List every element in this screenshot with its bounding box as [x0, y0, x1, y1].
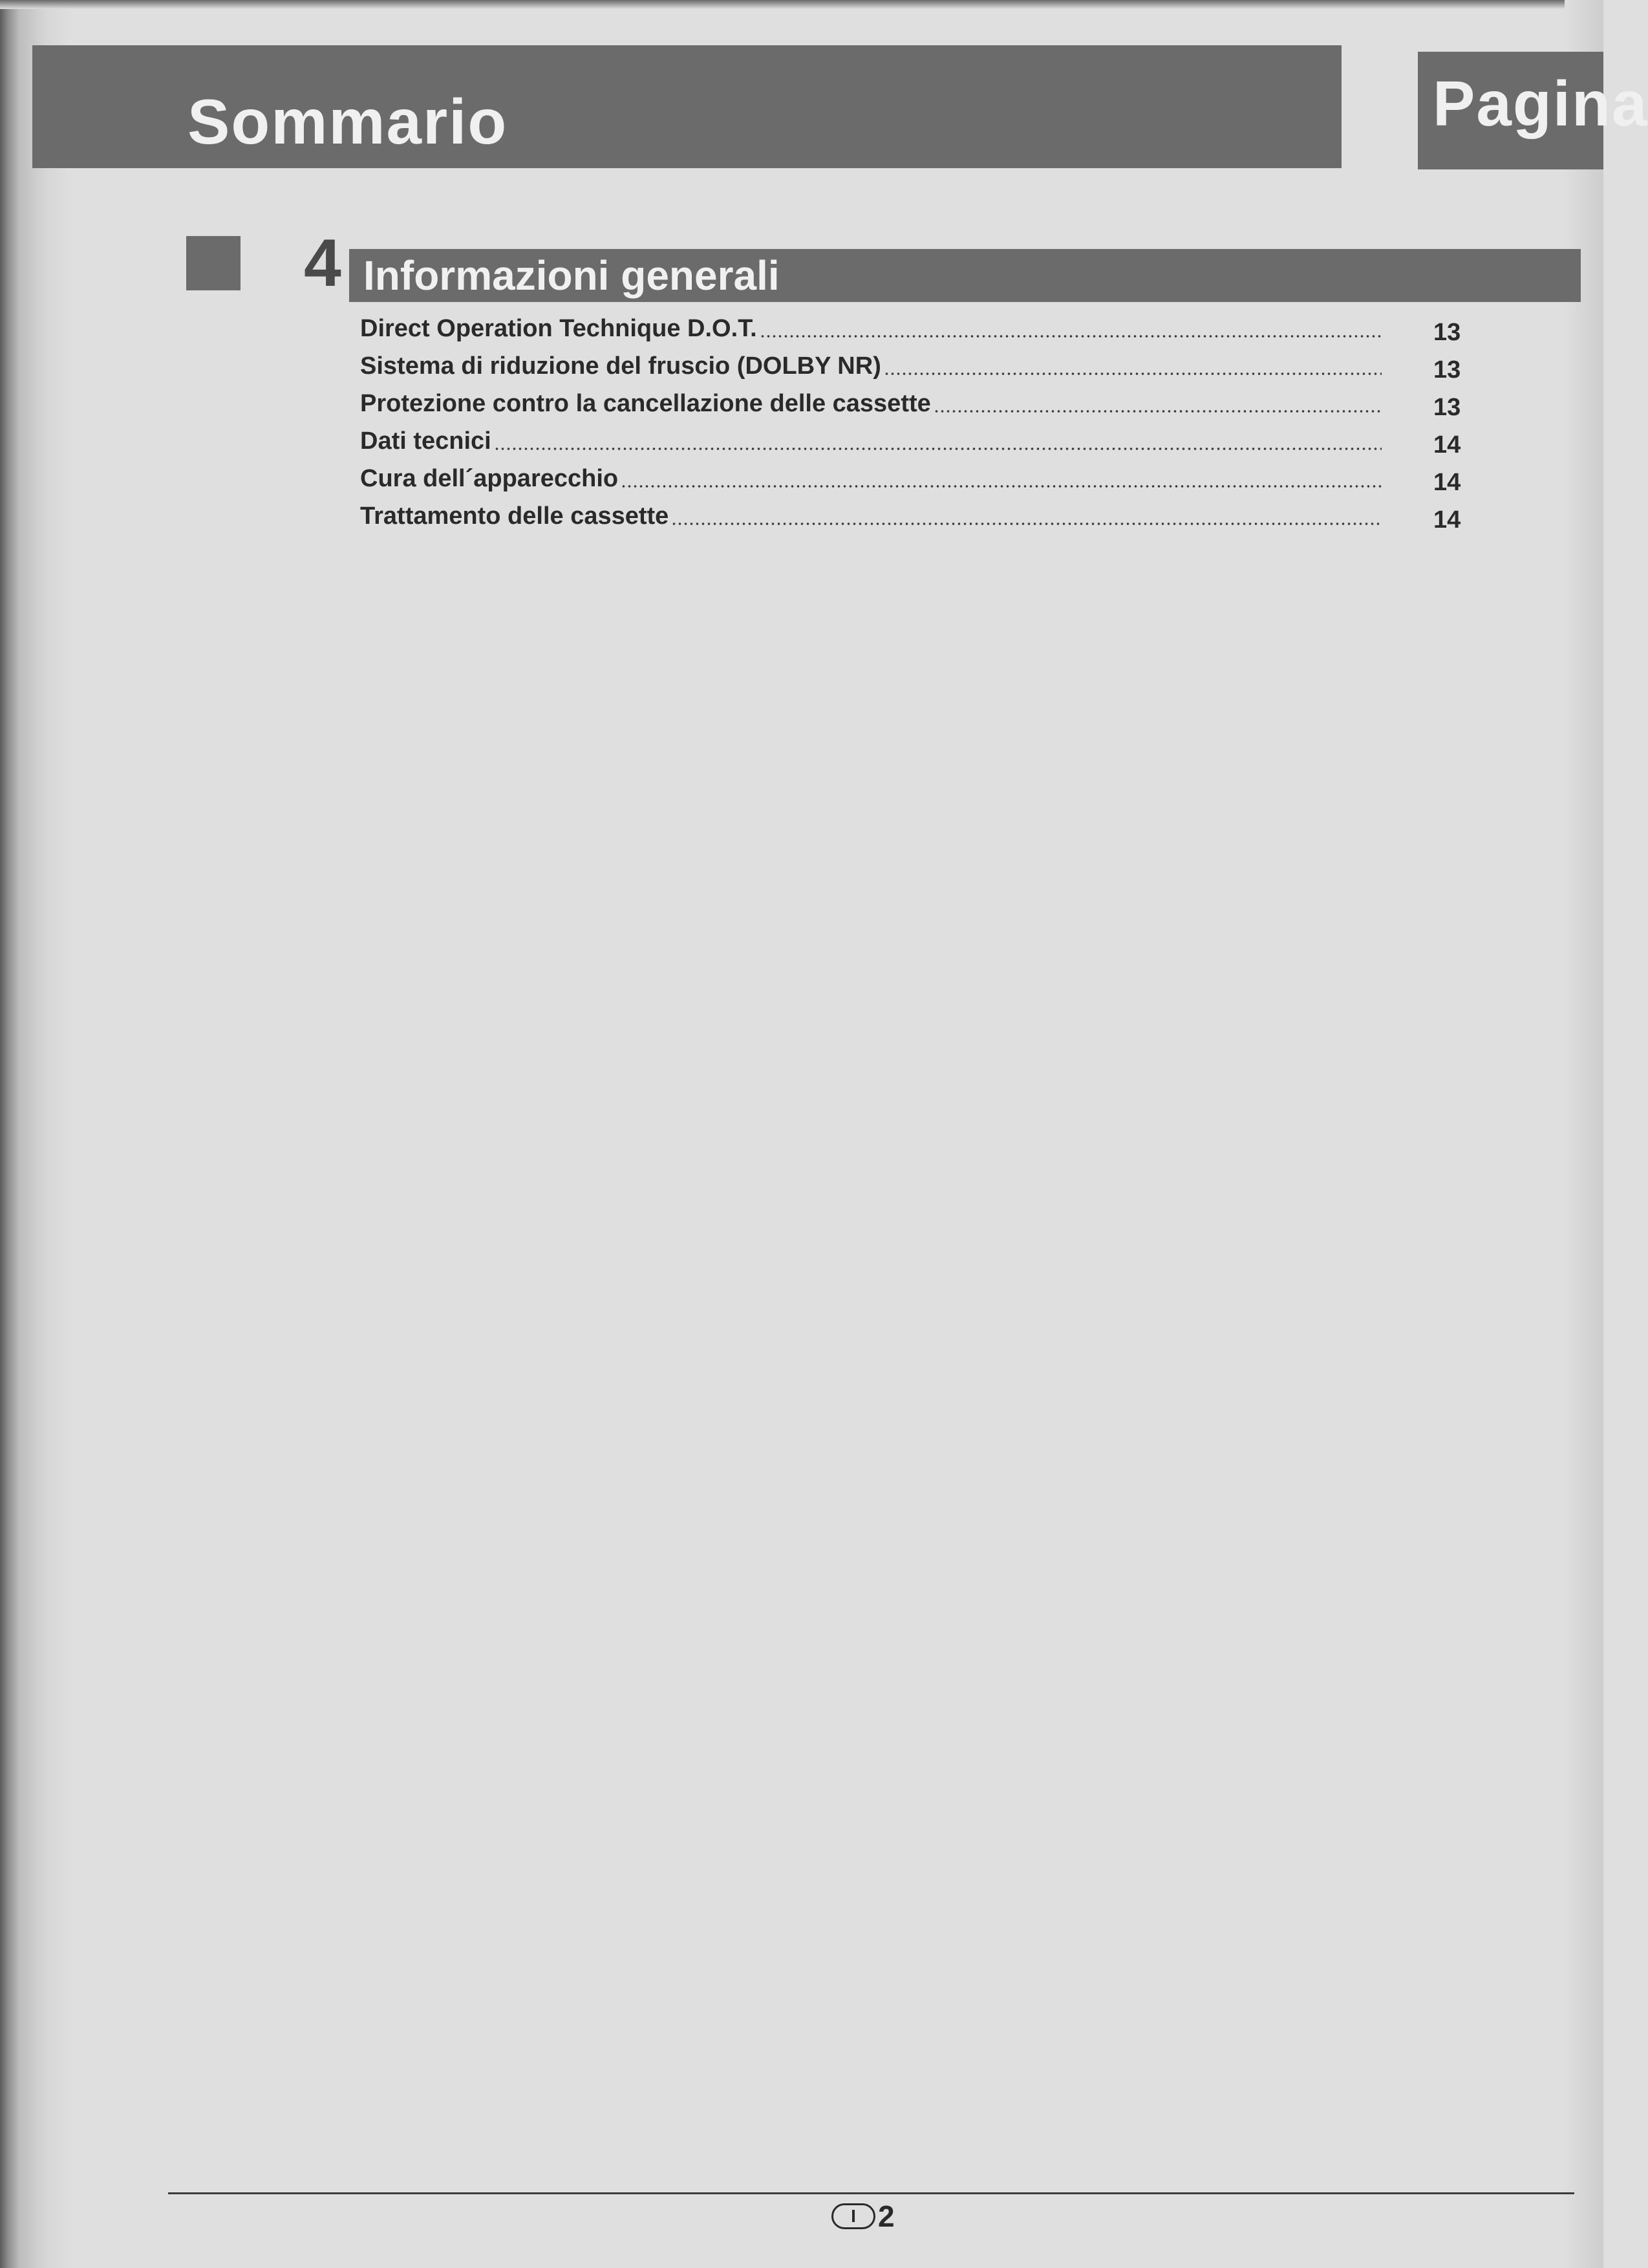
toc-entry[interactable] [360, 305, 1461, 346]
section-header-bar [349, 249, 1581, 302]
section-title: Informazioni generali [363, 252, 780, 299]
toc-leader-dots [621, 484, 1382, 489]
toc-entry-page: 14 [1433, 469, 1461, 496]
section-marker [186, 236, 241, 290]
header-bar [32, 45, 1342, 168]
toc-entry-label: Protezione contro la cancellazione delle cassette [360, 390, 931, 417]
toc-entry[interactable] [360, 493, 1461, 534]
language-badge: I [831, 2203, 875, 2229]
page-column-title: Pagina [1433, 68, 1648, 139]
toc-entry-label: Cura dell´apparecchio [360, 465, 619, 492]
toc-entry-label: Dati tecnici [360, 427, 491, 455]
page-title: Sommario [187, 86, 508, 157]
page-top-edge [0, 0, 1603, 9]
toc-entry[interactable] [360, 418, 1461, 459]
toc-entry[interactable] [360, 455, 1461, 496]
footer-page-marker [831, 2199, 895, 2234]
toc-entry-page: 13 [1433, 356, 1461, 383]
page-number: 2 [878, 2199, 895, 2233]
page-binding-edge [0, 0, 71, 2268]
toc-entry-label: Sistema di riduzione del fruscio (DOLBY NR) [360, 352, 881, 380]
toc-entry[interactable] [360, 343, 1461, 383]
page-right-edge [1565, 0, 1603, 2268]
toc-entry[interactable] [360, 380, 1461, 421]
toc-leader-dots [494, 446, 1382, 451]
page-column-header [1418, 52, 1648, 169]
toc-leader-dots [884, 371, 1382, 376]
table-of-contents [360, 305, 1461, 534]
toc-entry-label: Direct Operation Technique D.O.T. [360, 315, 757, 342]
toc-leader-dots [760, 334, 1382, 339]
footer-rule [168, 2192, 1574, 2194]
toc-entry-page: 13 [1433, 319, 1461, 346]
toc-entry-page: 14 [1433, 506, 1461, 534]
toc-entry-page: 14 [1433, 431, 1461, 459]
toc-entry-page: 13 [1433, 394, 1461, 421]
section-number: 4 [304, 226, 341, 301]
toc-leader-dots [671, 521, 1382, 526]
toc-entry-label: Trattamento delle cassette [360, 502, 669, 530]
toc-leader-dots [934, 409, 1382, 414]
